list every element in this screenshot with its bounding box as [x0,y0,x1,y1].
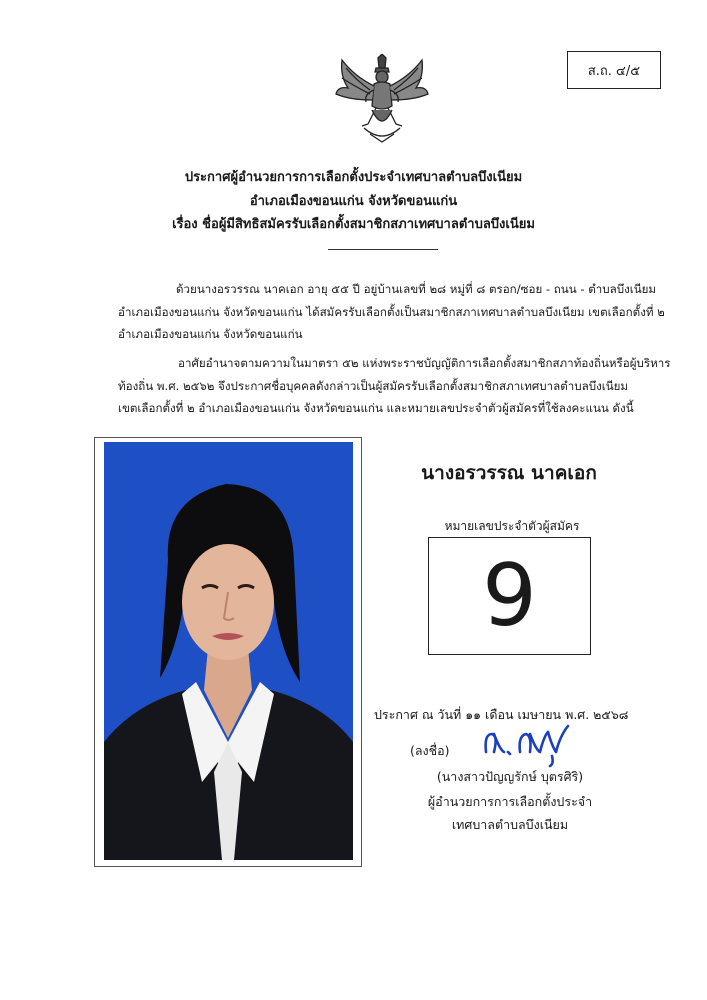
signer-position-line-1: ผู้อำนวยการการเลือกตั้งประจำ [427,794,593,809]
candidate-name: นางอรวรรณ นาคเอก [421,462,597,484]
signer-position-line-2: เทศบาลตำบลบึงเนียม [451,817,569,832]
header-divider [328,249,438,250]
paragraph-1-line-1: ด้วยนางอรวรรณ นาคเอก อายุ ๕๕ ปี อยู่บ้านเลขที่ ๒๘ หมู่ที่ ๘ ตรอก/ซอย - ถนน - ตำบลบึงเนียม [176,282,657,296]
sign-label: (ลงชื่อ) [410,743,450,758]
announcement-date: ประกาศ ณ วันที่ ๑๑ เดือน เมษายน พ.ศ. ๒๕๖๘ [374,707,629,722]
paragraph-2-line-3: เขตเลือกตั้งที่ ๒ อำเภอเมืองขอนแก่น จังหวัดขอนแก่น และหมายเลขประจำตัวผู้สมัครที่ใช้ลงคะแนน ดังนี้ [118,401,634,415]
signer-name: (นางสาวปัญญรักษ์ บุตรศิริ) [436,769,584,784]
header-subject-line: เรื่อง ชื่อผู้มีสิทธิสมัครรับเลือกตั้งสมาชิกสภาเทศบาลตำบลบึงเนียม [172,217,535,232]
header-title-line-2: อำเภอเมืองขอนแก่น จังหวัดขอนแก่น [249,194,458,209]
form-code-box [567,51,661,89]
paragraph-1-line-3: อำเภอเมืองขอนแก่น จังหวัดขอนแก่น [118,327,303,341]
candidate-photo [104,442,353,860]
handwritten-signature [478,722,578,768]
header-title-line-1: ประกาศผู้อำนวยการการเลือกตั้งประจำเทศบาลตำบลบึงเนียม [184,170,523,185]
paragraph-1-line-2: อำเภอเมืองขอนแก่น จังหวัดขอนแก่น ได้สมัครรับเลือกตั้งเป็นสมาชิกสภาเทศบาลตำบลบึงเนียม เขตเลือกตั้งที่ ๒ [118,305,665,319]
form-code: ส.ถ. ๔/๕ [587,63,641,79]
garuda-emblem-icon [334,54,430,144]
paragraph-2-line-1: อาศัยอำนาจตามความในมาตรา ๕๒ แห่งพระราชบัญญัติการเลือกตั้งสมาชิกสภาท้องถิ่นหรือผู้บริหาร [178,356,671,370]
candidate-number-box [428,537,591,655]
candidate-number-label: หมายเลขประจำตัวผู้สมัคร [444,519,580,533]
candidate-number: 9 [482,546,537,646]
paragraph-2-line-2: ท้องถิ่น พ.ศ. ๒๕๖๒ จึงประกาศชื่อบุคคลดังกล่าวเป็นผู้สมัครรับเลือกตั้งสมาชิกสภาเทศบาลตำบลบึงเนียม [118,379,629,393]
